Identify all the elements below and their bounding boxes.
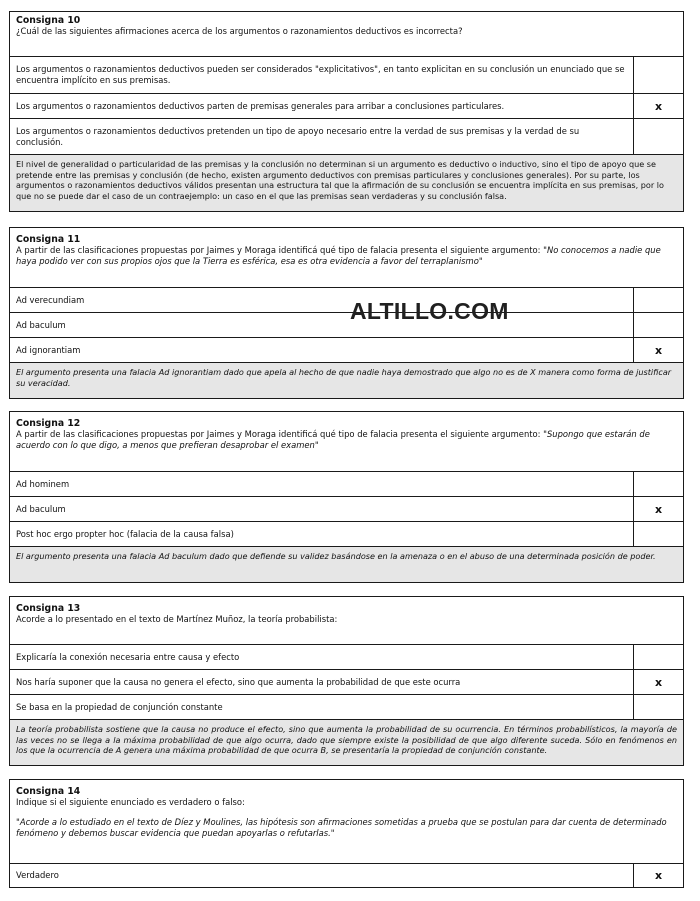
question-title: Consigna 11	[16, 234, 81, 245]
option-mark[interactable]	[633, 522, 683, 546]
question-header	[10, 412, 683, 472]
option-text: Nos haría suponer que la causa no genera el efecto, sino que aumenta la probabilidad de que este ocurra	[16, 676, 461, 687]
option-text: Los argumentos o razonamientos deductivos pretenden un tipo de apoyo necesario entre la verdad de sus premisas y la verdad de su conclusión.	[16, 125, 580, 147]
answer-option[interactable]	[10, 57, 683, 94]
question-title: Consigna 12	[16, 418, 81, 429]
feedback-box: El argumento presenta una falacia Ad baculum dado que defiende su validez basándose en la amenaza o en el abuso de una determinada posición de poder.	[10, 547, 683, 582]
option-text: Se basa en la propiedad de conjunción constante	[16, 701, 223, 712]
question-quote: "No conocemos a nadie que haya podido ver con sus propios ojos que la Tierra es esférica, esa es otra evidencia a favor del terraplanismo"	[16, 245, 661, 266]
answer-option[interactable]	[10, 288, 683, 313]
option-mark[interactable]	[633, 695, 683, 719]
question-text: Acorde a lo presentado en el texto de Martínez Muñoz, la teoría probabilista:	[16, 614, 338, 624]
question-header	[10, 780, 683, 864]
option-text: Los argumentos o razonamientos deductivos pueden ser considerados "explicitativos", en tanto explicitan en su conclusión un enunciado que se encuentra implícito en sus premisas.	[16, 64, 625, 85]
option-text: Post hoc ergo propter hoc (falacia de la causa falsa)	[16, 528, 234, 539]
option-mark[interactable]: x	[633, 670, 683, 694]
question-text: A partir de las clasificaciones propuestas por Jaimes y Moraga identificá qué tipo de falacia presenta el siguiente argumento: "Supongo que estarán de acuerdo con lo que digo, a menos que prefieran desaprobar el examen"	[16, 429, 650, 450]
option-text: Ad verecundiam	[16, 294, 85, 305]
option-text: Los argumentos o razonamientos deductivos parten de premisas generales para arribar a conclusiones particulares.	[16, 100, 505, 111]
feedback-box: El argumento presenta una falacia Ad ignorantiam dado que apela al hecho de que nadie haya demostrado que algo no es de X manera como forma de justificar su veracidad.	[10, 363, 683, 398]
consigna-10-block	[9, 11, 684, 212]
consigna-13-block	[9, 596, 684, 766]
answer-option[interactable]	[10, 313, 683, 338]
option-mark[interactable]	[633, 57, 683, 93]
question-title: Consigna 10	[16, 15, 81, 26]
option-mark[interactable]: x	[633, 338, 683, 362]
question-header	[10, 228, 683, 288]
consigna-14-block	[9, 779, 684, 888]
question-quote: "Acorde a lo estudiado en el texto de Díez y Moulines, las hipótesis son afirmaciones sometidas a prueba que se postulan para dar cuenta de determinado fenómeno y debemos buscar evidencia que puedan apoyarlas o refutarlas."	[16, 817, 667, 838]
answer-option[interactable]	[10, 338, 683, 363]
answer-option[interactable]	[10, 497, 683, 522]
option-mark[interactable]	[633, 645, 683, 669]
option-mark[interactable]: x	[633, 864, 683, 887]
question-text: A partir de las clasificaciones propuestas por Jaimes y Moraga identificá qué tipo de falacia presenta el siguiente argumento: "No conocemos a nadie que haya podido ver con sus propios ojos que la Tierra es esférica, esa es otra evidencia a favor del terraplanismo"	[16, 245, 661, 266]
watermark-logo: ALTILLO.COM	[350, 298, 509, 324]
answer-option[interactable]	[10, 670, 683, 695]
question-title: Consigna 13	[16, 603, 81, 614]
option-mark[interactable]: x	[633, 94, 683, 118]
option-text: Ad hominem	[16, 478, 70, 489]
option-text: Verdadero	[16, 870, 59, 880]
answer-option[interactable]	[10, 522, 683, 547]
question-header	[10, 12, 683, 57]
question-text: Indique si el siguiente enunciado es verdadero o falso:	[16, 797, 245, 807]
question-quote: "Supongo que estarán de acuerdo con lo que digo, a menos que prefieran desaprobar el examen"	[16, 429, 650, 450]
answer-option[interactable]	[10, 472, 683, 497]
answer-option[interactable]	[10, 864, 683, 887]
answer-option[interactable]	[10, 119, 683, 155]
question-text: ¿Cuál de las siguientes afirmaciones acerca de los argumentos o razonamientos deductivos es incorrecta?	[16, 26, 463, 36]
answer-option[interactable]	[10, 645, 683, 670]
option-text: Ad ignorantiam	[16, 344, 81, 355]
option-text: Explicaría la conexión necesaria entre causa y efecto	[16, 651, 240, 662]
option-mark[interactable]	[633, 288, 683, 312]
option-mark[interactable]	[633, 313, 683, 337]
answer-option[interactable]	[10, 695, 683, 720]
option-text: Ad baculum	[16, 503, 66, 514]
option-text: Ad baculum	[16, 319, 66, 330]
consigna-12-block	[9, 411, 684, 583]
question-header	[10, 597, 683, 645]
answer-option[interactable]	[10, 94, 683, 119]
feedback-box: La teoría probabilista sostiene que la causa no produce el efecto, sino que aumenta la probabilidad de su ocurrencia. En términos probabilísticos, la mayoría de las veces no se llega a la máxima probabilidad de que algo ocurra, dado que siempre existe la posibilidad de que algo diferente suceda. Sólo en fenómenos en los que la ocurrencia de A genera una máxima probabilidad de que ocurra B, se presentaría la propiedad de conjunción constante.	[10, 720, 683, 765]
question-title: Consigna 14	[16, 786, 81, 797]
consigna-11-block	[9, 227, 684, 399]
feedback-box: El nivel de generalidad o particularidad de las premisas y la conclusión no determinan si un argumento es deductivo o inductivo, sino el tipo de apoyo que se pretende entre las premisas y conclusión (de hecho, existen argumento deductivos con premisas particulares y conclusiones generales). Por su parte, los argumentos o razonamientos deductivos válidos presentan una estructura tal que la afirmación de su conclusión se encuentra implícita en sus premisas, por lo que no se puede dar el caso de un contraejemplo: un caso en el que las premisas sean verdaderas y su conclusión falsa.	[10, 155, 683, 211]
option-mark[interactable]	[633, 119, 683, 154]
option-mark[interactable]: x	[633, 497, 683, 521]
option-mark[interactable]	[633, 472, 683, 496]
